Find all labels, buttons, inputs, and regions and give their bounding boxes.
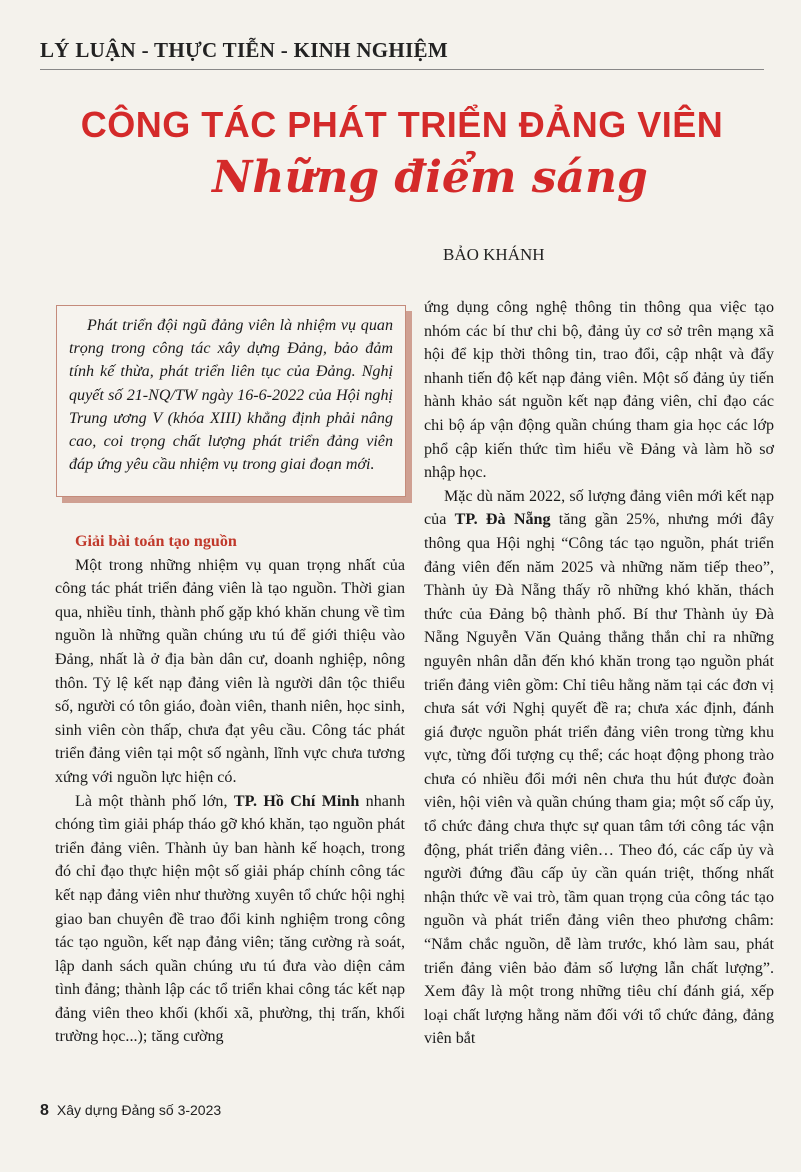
article-subtitle: Những điểm sáng — [212, 152, 648, 203]
page-footer — [40, 1102, 221, 1120]
publication-name: Xây dựng Đảng số 3-2023 — [56, 1102, 222, 1118]
author-byline: BẢO KHÁNH — [443, 245, 545, 264]
section-header: LÝ LUẬN - THỰC TIỄN - KINH NGHIỆM — [40, 38, 764, 70]
left-column — [55, 530, 405, 1049]
paragraph: Là một thành phố lớn, TP. Hồ Chí Minh nhanh chóng tìm giải pháp tháo gỡ khó khăn, tạo nguồn phát triển đảng viên. Thành ủy ban hành kế hoạch, trong đó chỉ đạo thực hiện một số giải pháp chính công tác kết nạp đảng viên như thường xuyên tổ chức hội nghị giao ban chuyên đề trao đổi kinh nghiệm trong công tác tạo nguồn, kết nạp đảng viên; tăng cường rà soát, lập danh sách quần chúng ưu tú đưa vào diện cảm tình đảng; thành lập các tổ triển khai công tác kết nạp đảng viên theo khối (khối xã, phường, thị trấn, khối trường học...); tăng cường — [55, 792, 405, 1046]
right-column — [424, 296, 774, 1051]
place-name: TP. Đà Nẵng — [454, 511, 551, 529]
section-heading: Giải bài toán tạo nguồn — [75, 533, 237, 550]
article-title: CÔNG TÁC PHÁT TRIỂN ĐẢNG VIÊN — [80, 104, 724, 145]
paragraph: ứng dụng công nghệ thông tin thông qua việc tạo nhóm các bí thư chi bộ, đảng ủy cơ sở trên mạng xã hội để kịp thời thông tin, trao đổi, cập nhật và đẩy nhanh tiến độ kết nạp đảng viên. Một số đảng ủy tiến hành khảo sát nguồn kết nạp đảng viên, chỉ đạo các chi bộ áp vận động quần chúng tham gia học các lớp phổ cập kiến thức tìm hiểu về Đảng và làm hồ sơ nhập học. — [424, 299, 774, 482]
page-number: 8 — [40, 1102, 49, 1119]
lead-box: Phát triển đội ngũ đảng viên là nhiệm vụ quan trọng trong công tác xây dựng Đảng, bảo đảm tính kế thừa, phát triển liên tục của Đảng. Nghị quyết số 21-NQ/TW ngày 16-6-2022 của Hội nghị Trung ương V (khóa XIII) khẳng định phải nâng cao, coi trọng chất lượng phát triển đảng viên đáp ứng yêu cầu nhiệm vụ trong giai đoạn mới. — [56, 305, 406, 497]
paragraph: Một trong những nhiệm vụ quan trọng nhất của công tác phát triển đảng viên là tạo nguồn. Thời gian qua, nhiều tỉnh, thành phố gặp khó khăn chung về tìm nguồn là những quần chúng ưu tú để giới thiệu vào Đảng, nhất là ở địa bàn dân cư, doanh nghiệp, nông thôn. Tỷ lệ kết nạp đảng viên là người dân tộc thiểu số, người có tôn giáo, đoàn viên, thanh niên, học sinh, sinh viên còn thấp, chưa đạt yêu cầu. Công tác phát triển đảng viên tại một số ngành, lĩnh vực chưa tương xứng với nguồn lực hiện có. — [55, 556, 405, 786]
paragraph: Mặc dù năm 2022, số lượng đảng viên mới kết nạp của TP. Đà Nẵng tăng gần 25%, nhưng mới đây thông qua Hội nghị “Công tác tạo nguồn, phát triển đảng viên đến năm 2025 và những năm tiếp theo”, Thành ủy Đà Nẵng thấy rõ những khó khăn, thách thức của Đảng bộ thành phố. Bí thư Thành ủy Đà Nẵng Nguyễn Văn Quảng thẳng thắn chỉ ra những nguyên nhân dẫn đến khó khăn trong tạo nguồn phát triển đảng viên gồm: Chỉ tiêu hằng năm tại các đơn vị chưa sát với Nghị quyết đề ra; chưa xác định, đánh giá được nguồn phát triển đảng viên trong từng khu vực, từng đối tượng cụ thể; các hoạt động phong trào chưa có nhiều đổi mới nên chưa thu hút được đoàn viên, hội viên và quần chúng tham gia; một số cấp ủy, tổ chức đảng chưa thực sự quan tâm tới công tác vận động, phát triển đảng viên… Theo đó, các cấp ủy và người đứng đầu cấp ủy cần quán triệt, thống nhất nhận thức về vai trò, tầm quan trọng của công tác tạo nguồn và phát triển đảng viên theo phương châm: “Nắm chắc nguồn, dễ làm trước, khó làm sau, phát triển đảng viên bảo đảm số lượng lẫn chất lượng”. Xem đây là một trong những tiêu chí đánh giá, xếp loại chất lượng hằng năm đối với tổ chức đảng, đảng viên bắt — [424, 487, 775, 1048]
place-name: TP. Hồ Chí Minh — [233, 792, 360, 810]
